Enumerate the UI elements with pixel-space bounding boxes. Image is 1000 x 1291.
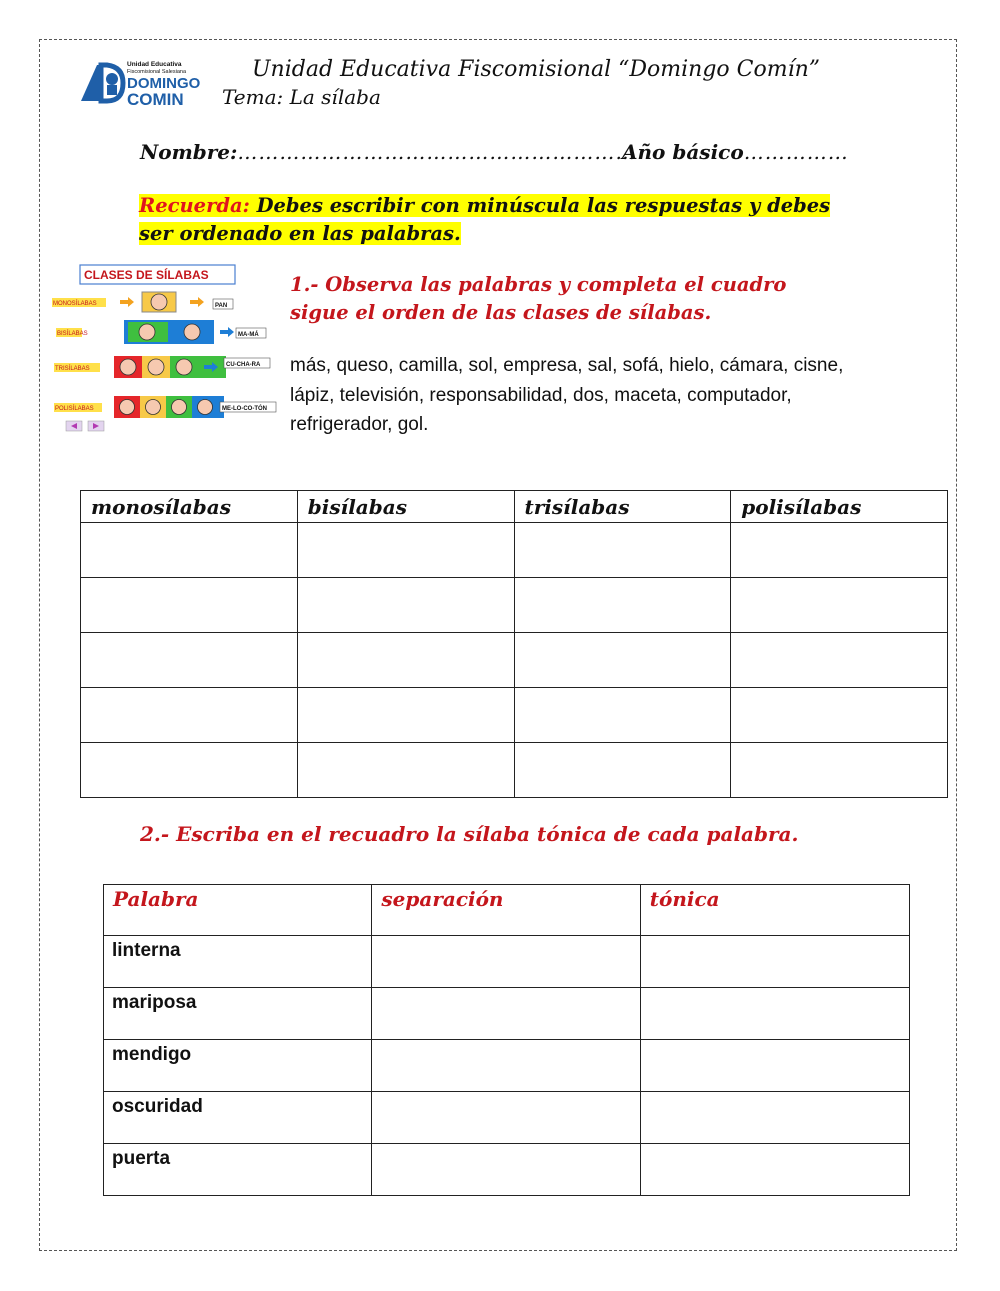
logo-emblem-icon — [81, 65, 123, 101]
classes-row-example: MA-MÁ — [238, 332, 259, 338]
word-list: más, queso, camilla, sol, empresa, sal, sofá, hielo, cámara, cisne, lápiz, televisión, responsabilidad, dos, maceta, computador, refrigerador, gol. — [290, 355, 844, 435]
table-row — [81, 578, 948, 633]
table-row — [104, 988, 910, 1040]
arrow-icon — [190, 297, 204, 307]
tonic-syllable-table — [103, 884, 910, 1196]
answer-cell[interactable] — [731, 578, 948, 633]
table1-header: bisílabas — [297, 491, 514, 523]
table-row — [104, 1092, 910, 1144]
classes-title: CLASES DE SÍLABAS — [84, 268, 209, 282]
classes-row-label: BISÍLABAS — [57, 331, 88, 337]
classes-row-example: PAN — [215, 303, 228, 309]
face-icon — [151, 294, 167, 310]
face-icon — [148, 359, 164, 375]
table2-header: separación — [372, 885, 640, 936]
word-cell: mariposa — [104, 988, 372, 1040]
word-cell: oscuridad — [104, 1092, 372, 1144]
arrow-icon — [120, 297, 134, 307]
reminder-note — [139, 192, 839, 248]
answer-cell[interactable] — [372, 1040, 640, 1092]
face-icon — [139, 324, 155, 340]
answer-cell[interactable] — [731, 523, 948, 578]
answer-cell[interactable] — [514, 688, 731, 743]
answer-cell[interactable] — [81, 578, 298, 633]
classes-row-example: CU-CHA-RA — [226, 362, 261, 368]
syllable-classes-table — [80, 490, 948, 798]
answer-cell[interactable] — [514, 578, 731, 633]
face-icon — [146, 400, 161, 415]
answer-cell[interactable] — [640, 936, 909, 988]
answer-cell[interactable] — [514, 633, 731, 688]
logo-line3: DOMINGO — [127, 75, 201, 92]
logo-line2: Fiscomisional Salesiana — [127, 69, 186, 75]
logo-line4: COMIN — [127, 90, 184, 109]
face-icon — [120, 359, 136, 375]
table-row — [104, 936, 910, 988]
school-logo — [77, 57, 201, 109]
answer-cell[interactable] — [81, 688, 298, 743]
classes-row-label: POLISÍLABAS — [55, 406, 94, 412]
table1-header: polisílabas — [731, 491, 948, 523]
table1-header: monosílabas — [81, 491, 298, 523]
logo-line1: Unidad Educativa — [127, 61, 182, 68]
classes-row-label: MONOSÍLABAS — [53, 301, 97, 307]
table-row — [81, 633, 948, 688]
word-cell: mendigo — [104, 1040, 372, 1092]
name-field[interactable] — [140, 140, 636, 164]
table2-header: Palabra — [104, 885, 372, 936]
answer-cell[interactable] — [297, 743, 514, 798]
school-title: Unidad Educativa Fiscomisional “Domingo Comín” — [252, 57, 821, 82]
classes-row-example: ME-LO-CO-TÓN — [222, 406, 267, 412]
face-icon — [198, 400, 213, 415]
answer-cell[interactable] — [81, 743, 298, 798]
name-dots: ………………………………………………… — [237, 140, 637, 164]
answer-cell[interactable] — [640, 1144, 909, 1196]
answer-cell[interactable] — [640, 1092, 909, 1144]
table-row — [104, 1144, 910, 1196]
table1-header: trisílabas — [514, 491, 731, 523]
answer-cell[interactable] — [297, 523, 514, 578]
face-icon — [184, 324, 200, 340]
name-label: Nombre: — [140, 140, 238, 164]
topic-title: Tema: La sílaba — [222, 85, 381, 109]
answer-cell[interactable] — [372, 988, 640, 1040]
answer-cell[interactable] — [297, 578, 514, 633]
answer-cell[interactable] — [514, 523, 731, 578]
face-icon — [120, 400, 135, 415]
answer-cell[interactable] — [81, 523, 298, 578]
table-row — [81, 743, 948, 798]
table-row — [81, 523, 948, 578]
answer-cell[interactable] — [731, 633, 948, 688]
arrow-icon — [220, 327, 234, 337]
answer-cell[interactable] — [731, 743, 948, 798]
classes-row-label: TRISÍLABAS — [55, 366, 90, 372]
answer-cell[interactable] — [514, 743, 731, 798]
word-cell: puerta — [104, 1144, 372, 1196]
answer-cell[interactable] — [372, 1144, 640, 1196]
reminder-label: Recuerda: — [139, 194, 250, 217]
answer-cell[interactable] — [81, 633, 298, 688]
answer-cell[interactable] — [372, 936, 640, 988]
table-row — [104, 1040, 910, 1092]
table-row — [81, 688, 948, 743]
question-2-title: 2.- Escriba en el recuadro la sílaba tónica de cada palabra. — [140, 822, 799, 846]
answer-cell[interactable] — [372, 1092, 640, 1144]
year-dots: …………… — [743, 140, 849, 164]
word-cell: linterna — [104, 936, 372, 988]
table2-header: tónica — [640, 885, 909, 936]
answer-cell[interactable] — [297, 688, 514, 743]
year-label: Año básico — [622, 140, 744, 164]
reminder-text: Debes escribir con minúscula las respuestas y debes ser ordenado en las palabras. — [139, 194, 831, 245]
answer-cell[interactable] — [731, 688, 948, 743]
answer-cell[interactable] — [640, 988, 909, 1040]
question-1-title: 1.- Observa las palabras y completa el cuadro sigue el orden de las clases de sílabas. — [290, 273, 787, 324]
face-icon — [172, 400, 187, 415]
year-field[interactable] — [622, 140, 849, 164]
answer-cell[interactable] — [297, 633, 514, 688]
face-icon — [176, 359, 192, 375]
answer-cell[interactable] — [640, 1040, 909, 1092]
syllable-classes-image — [50, 262, 280, 434]
